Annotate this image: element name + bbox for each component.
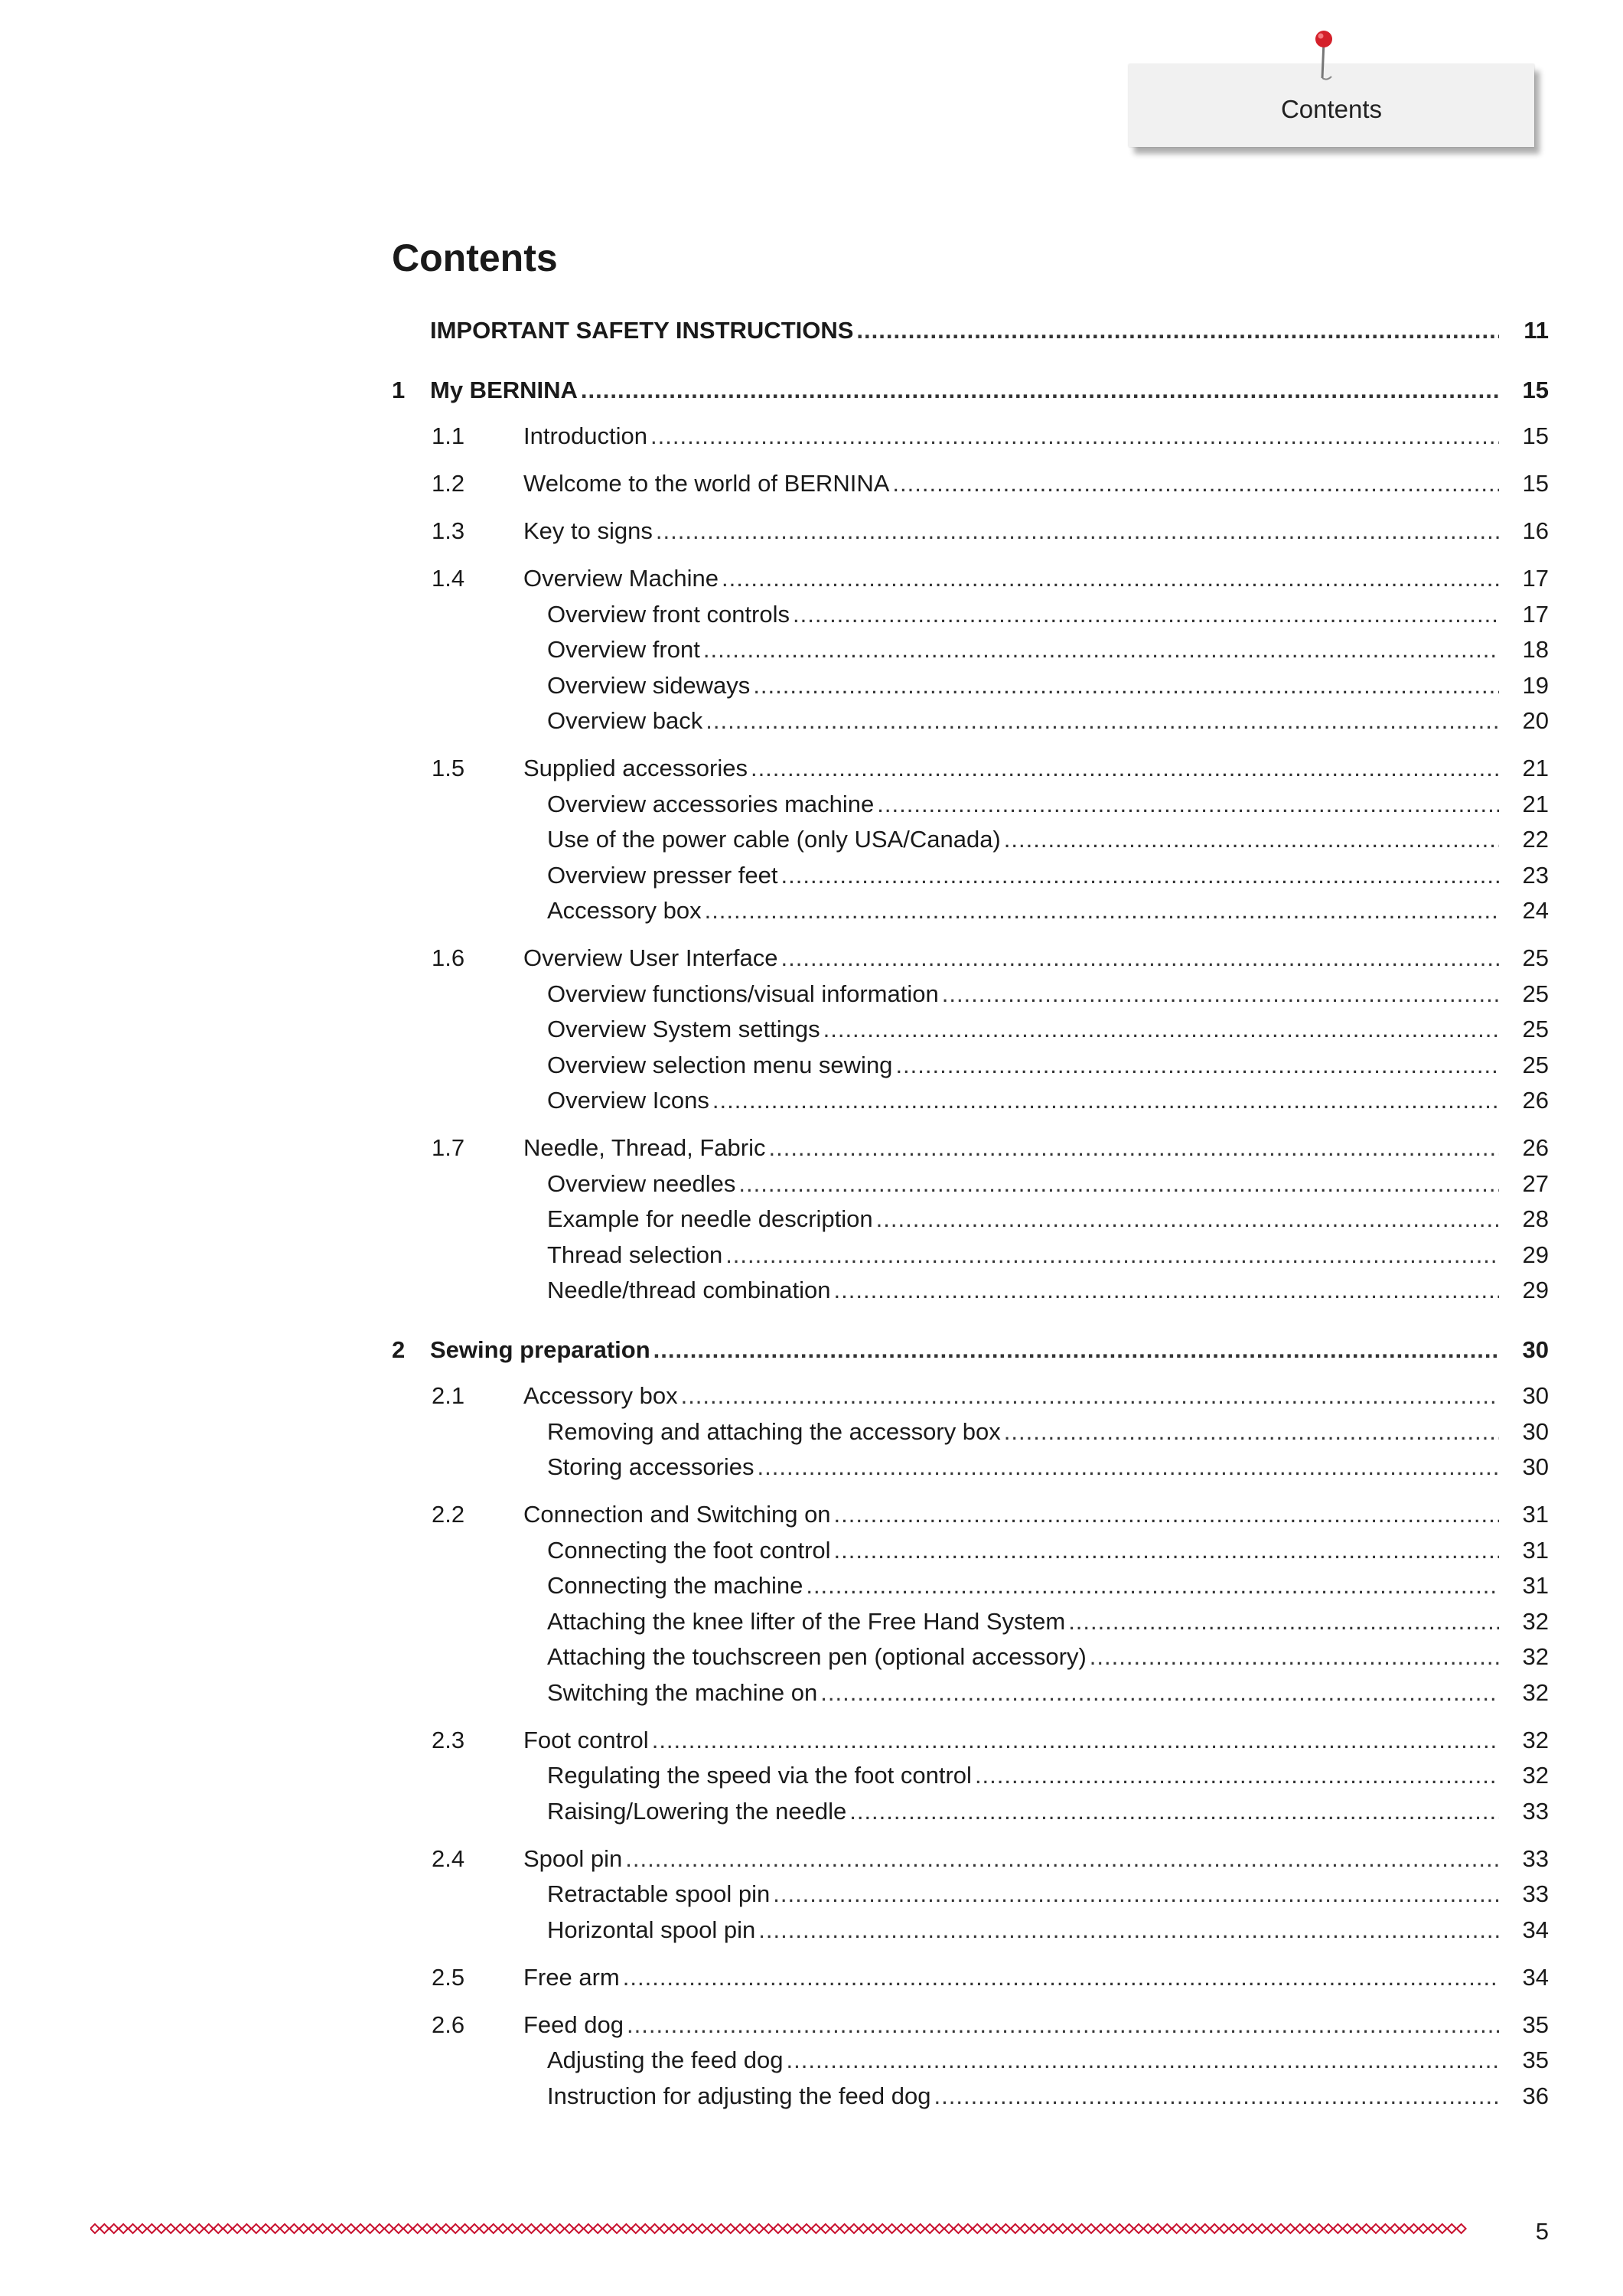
dot-leader [793,598,1499,631]
toc-entry-page[interactable]: 21 [1522,755,1549,781]
toc-entry[interactable] [0,1842,1623,1876]
dot-leader [892,467,1499,501]
toc-entry-title[interactable]: Adjusting the feed dog [547,2047,784,2073]
toc-entry-title[interactable]: Regulating the speed via the foot control [547,1762,972,1789]
dot-leader [650,419,1499,453]
toc-entry-title[interactable]: Key to signs [523,517,653,544]
toc-entry[interactable] [0,1333,1623,1367]
toc-entry-title[interactable]: Supplied accessories [523,755,748,781]
toc-entry-title[interactable]: Overview needles [547,1169,736,1197]
toc-entry-number: 1.2 [432,470,465,497]
dot-leader [705,894,1499,928]
toc-entry-title[interactable]: Retractable spool pin [547,1880,771,1907]
dot-leader [806,1569,1499,1603]
toc-entry-title[interactable]: Storing accessories [547,1453,754,1480]
toc-entry[interactable] [0,598,1623,631]
toc-entry[interactable] [0,1605,1623,1639]
toc-entry-page[interactable]: 32 [1522,1678,1549,1706]
dot-leader [625,1842,1499,1876]
page-number: 5 [1535,2218,1549,2245]
toc-entry-title[interactable]: Accessory box [547,897,702,924]
toc-entry-title[interactable]: Overview accessories machine [547,790,875,817]
toc-entry[interactable] [0,1913,1623,1947]
toc-entry-number: 2.6 [432,2011,465,2038]
toc-entry-title[interactable]: Example for needle description [547,1205,873,1232]
toc-entry-page[interactable]: 25 [1522,1051,1549,1078]
toc-entry-page[interactable]: 17 [1522,565,1549,592]
toc-entry-title[interactable]: Needle, Thread, Fabric [523,1134,766,1161]
toc-entry-title[interactable]: Spool pin [523,1844,623,1872]
toc-entry[interactable] [0,704,1623,738]
dot-leader [820,1676,1499,1710]
dot-leader [934,2079,1500,2113]
toc-entry-title[interactable]: Thread selection [547,1241,723,1268]
toc-entry-number: 2.3 [432,1726,465,1753]
toc-entry-page[interactable]: 30 [1522,1382,1549,1409]
toc-entry-page[interactable]: 11 [1524,317,1549,344]
toc-entry[interactable] [0,1379,1623,1413]
toc-entry[interactable] [0,1131,1623,1165]
toc-entry-title[interactable]: Overview Machine [523,565,719,592]
dot-leader [1090,1640,1499,1674]
toc-entry-title[interactable]: Overview sideways [547,671,751,699]
toc-entry-title[interactable]: Raising/Lowering the needle [547,1797,847,1825]
toc-entry-page[interactable]: 25 [1522,1016,1549,1042]
dot-leader [1004,1415,1499,1449]
page-title: Contents [392,236,558,279]
toc-entry-page[interactable]: 35 [1522,2047,1549,2073]
dot-leader [653,1333,1499,1367]
toc-entry-title[interactable]: Accessory box [523,1382,678,1409]
toc-entry-title[interactable]: IMPORTANT SAFETY INSTRUCTIONS [430,317,854,344]
toc-entry-page[interactable]: 32 [1522,1643,1549,1670]
toc-entry-page[interactable]: 25 [1522,980,1549,1007]
toc-entry[interactable] [0,788,1623,821]
toc-entry-title[interactable]: Attaching the knee lifter of the Free Hand System [547,1607,1066,1635]
toc-entry-title[interactable]: Sewing preparation [430,1336,650,1363]
toc-entry-page[interactable]: 21 [1522,790,1549,817]
dot-leader [656,514,1499,548]
dot-leader [652,1724,1499,1757]
dot-leader [975,1759,1499,1792]
toc-entry-page[interactable]: 28 [1522,1205,1549,1232]
toc-entry-page[interactable]: 18 [1522,636,1549,663]
dot-leader [942,977,1499,1011]
toc-entry-title[interactable]: Overview Icons [547,1087,709,1114]
dot-leader [738,1167,1499,1201]
toc-entry-title[interactable]: Overview System settings [547,1016,820,1042]
dot-leader [1004,823,1499,856]
toc-entry-title[interactable]: Overview selection menu sewing [547,1051,893,1078]
toc-entry-page[interactable]: 32 [1522,1726,1549,1753]
toc-entry-number: 1.5 [432,755,465,781]
dot-leader [856,314,1499,347]
toc-entry[interactable] [0,977,1623,1011]
toc-entry[interactable] [0,1724,1623,1757]
toc-entry[interactable] [0,633,1623,667]
toc-entry[interactable] [0,1415,1623,1449]
dot-leader [758,1450,1499,1484]
toc-entry[interactable] [0,1167,1623,1201]
toc-entry-title[interactable]: Attaching the touchscreen pen (optional accessory) [547,1643,1087,1670]
toc-entry[interactable] [0,752,1623,785]
dot-leader [876,1202,1499,1236]
toc-entry[interactable] [0,562,1623,595]
toc-entry[interactable] [0,419,1623,453]
toc-entry-title[interactable]: Introduction [523,422,647,449]
toc-entry-page[interactable]: 25 [1522,944,1549,971]
toc-entry-page[interactable]: 26 [1522,1087,1549,1114]
toc-entry[interactable] [0,467,1623,501]
toc-entry[interactable] [0,1534,1623,1567]
toc-entry-number: 1.4 [432,565,465,592]
toc-entry-page[interactable]: 35 [1522,2011,1549,2038]
toc-entry[interactable] [0,1202,1623,1236]
toc-entry[interactable] [0,941,1623,975]
toc-entry-page[interactable]: 16 [1522,517,1549,544]
dot-leader [781,941,1500,975]
toc-entry-title[interactable]: Overview front [547,636,700,663]
toc-entry[interactable] [0,669,1623,703]
toc-entry-number: 1 [392,377,406,403]
toc-entry-number: 2.5 [432,1963,465,1991]
toc-entry-title[interactable]: My BERNINA [430,377,578,403]
toc-entry-number: 1.3 [432,517,465,544]
toc-entry[interactable] [0,373,1623,407]
toc-entry-title[interactable]: Connecting the foot control [547,1536,831,1564]
toc-entry-title[interactable]: Welcome to the world of BERNINA [523,470,890,497]
toc-entry-title[interactable]: Instruction for adjusting the feed dog [547,2082,931,2109]
dot-leader [834,1498,1499,1531]
toc-entry-page[interactable]: 15 [1522,377,1549,403]
dot-leader [877,788,1499,821]
toc-entry-page[interactable]: 27 [1522,1169,1549,1197]
toc-entry-page[interactable]: 17 [1522,600,1549,628]
toc-entry-number: 2.1 [432,1382,465,1409]
toc-entry-title[interactable]: Needle/thread combination [547,1277,831,1303]
toc-entry-number: 2 [392,1336,406,1363]
toc-entry[interactable] [0,2079,1623,2113]
toc-entry-page[interactable]: 20 [1522,707,1549,734]
toc-entry-title[interactable]: Free arm [523,1963,620,1991]
dot-leader [1068,1605,1499,1639]
toc-entry-page[interactable]: 29 [1522,1241,1549,1268]
toc-entry-title[interactable]: Horizontal spool pin [547,1916,756,1943]
toc-entry-page[interactable]: 31 [1522,1501,1549,1528]
toc-entry[interactable] [0,314,1623,347]
toc-entry-page[interactable]: 33 [1522,1880,1549,1907]
toc-entry[interactable] [0,2008,1623,2042]
toc-entry-title[interactable]: Switching the machine on [547,1678,818,1706]
toc-entry-page[interactable]: 30 [1522,1336,1549,1363]
toc-entry[interactable] [0,2043,1623,2077]
dot-leader [895,1049,1499,1082]
toc-entry-page[interactable]: 23 [1522,861,1549,889]
toc-entry-page[interactable]: 22 [1522,826,1549,853]
toc-entry[interactable] [0,1569,1623,1603]
toc-entry-title[interactable]: Overview functions/visual information [547,980,939,1007]
dot-leader [751,752,1499,785]
toc-entry-page[interactable]: 30 [1522,1417,1549,1445]
dot-leader [623,1961,1499,1994]
toc-entry-title[interactable]: Connection and Switching on [523,1501,831,1528]
toc-entry-title[interactable]: Overview User Interface [523,944,778,971]
dot-leader [758,1913,1499,1947]
dot-leader [706,704,1499,738]
toc-entry[interactable] [0,1795,1623,1828]
toc-entry-page[interactable]: 36 [1522,2082,1549,2109]
dot-leader [753,669,1499,703]
toc-entry-page[interactable]: 33 [1522,1797,1549,1825]
toc-entry-page[interactable]: 19 [1522,671,1549,699]
toc-entry-number: 2.4 [432,1844,465,1872]
header-tab-label: Contents [1280,95,1383,123]
toc-entry[interactable] [0,1676,1623,1710]
toc-entry[interactable] [0,1049,1623,1082]
dot-leader [725,1238,1499,1272]
toc-entry[interactable] [0,1640,1623,1674]
toc-entry[interactable] [0,1013,1623,1046]
dot-leader [681,1379,1499,1413]
dot-leader [823,1013,1499,1046]
dot-leader [787,2043,1499,2077]
toc-entry-number: 2.2 [432,1501,465,1528]
toc-entry-page[interactable]: 32 [1522,1762,1549,1789]
toc-entry[interactable] [0,1238,1623,1272]
toc-entry-page[interactable]: 31 [1522,1536,1549,1564]
toc-entry-page[interactable]: 15 [1522,470,1549,497]
toc-entry-title[interactable]: Connecting the machine [547,1572,803,1599]
toc-entry-number: 1.1 [432,422,465,449]
toc-entry-page[interactable]: 31 [1522,1572,1549,1599]
toc-entry[interactable] [0,1961,1623,1994]
toc-entry-title[interactable]: Feed dog [523,2011,624,2038]
dot-leader [722,562,1499,595]
toc-entry[interactable] [0,823,1623,856]
dot-leader [627,2008,1499,2042]
toc-entry-number: 1.7 [432,1134,465,1161]
toc-entry-title[interactable]: Foot control [523,1726,649,1753]
toc-entry[interactable] [0,1759,1623,1792]
toc-entry[interactable] [0,894,1623,928]
toc-entry[interactable] [0,1877,1623,1911]
dot-leader [849,1795,1499,1828]
dot-leader [834,1534,1499,1567]
toc-entry-title[interactable]: Use of the power cable (only USA/Canada) [547,826,1001,853]
dot-leader [834,1274,1499,1307]
toc-entry[interactable] [0,514,1623,548]
dot-leader [781,859,1500,892]
toc-entry-page[interactable]: 24 [1522,897,1549,924]
toc-entry-page[interactable]: 29 [1522,1277,1549,1303]
dot-leader [703,633,1499,667]
toc-entry-page[interactable]: 15 [1522,422,1549,449]
dot-leader [712,1084,1499,1117]
toc-entry-title[interactable]: Overview front controls [547,600,790,628]
dot-leader [773,1877,1499,1911]
toc-entry[interactable] [0,1498,1623,1531]
toc-entry-page[interactable]: 32 [1522,1607,1549,1635]
dot-leader [581,373,1499,407]
toc-entry-page[interactable]: 26 [1522,1134,1549,1161]
toc-entry-page[interactable]: 34 [1522,1963,1549,1991]
toc-entry-page[interactable]: 33 [1522,1844,1549,1872]
toc-entry[interactable] [0,1084,1623,1117]
toc-entry[interactable] [0,1450,1623,1484]
toc-entry[interactable] [0,859,1623,892]
toc-entry-title[interactable]: Overview back [547,707,703,734]
decorative-stitch-border [90,2219,1475,2238]
toc-entry-number: 1.6 [432,944,465,971]
toc-entry[interactable] [0,1274,1623,1307]
toc-entry-title[interactable]: Overview presser feet [547,861,778,889]
toc-entry-page[interactable]: 30 [1522,1453,1549,1480]
toc-entry-page[interactable]: 34 [1522,1916,1549,1943]
toc-entry-title[interactable]: Removing and attaching the accessory box [547,1417,1001,1445]
dot-leader [768,1131,1499,1165]
